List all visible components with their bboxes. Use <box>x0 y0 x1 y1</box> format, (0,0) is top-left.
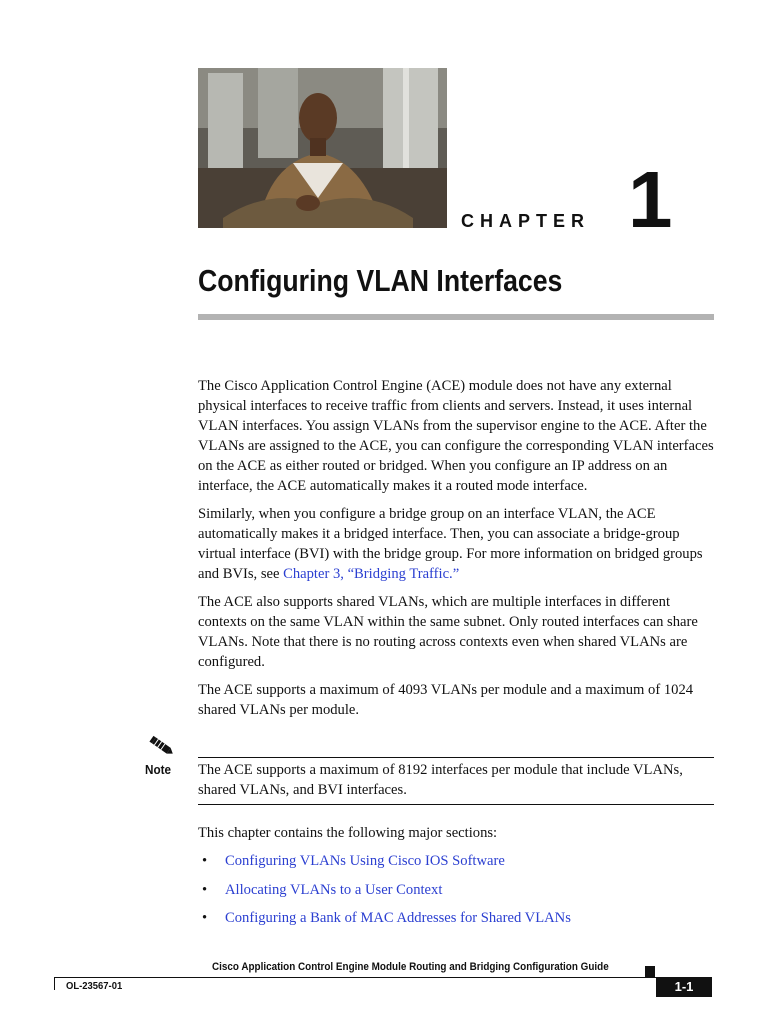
bullet: • <box>202 853 208 869</box>
section-link-bank-of-mac-addresses[interactable]: Configuring a Bank of MAC Addresses for Shared VLANs <box>225 910 571 926</box>
page-number: 1-1 <box>656 977 712 997</box>
bullet: • <box>202 881 208 898</box>
note-top-rule <box>198 757 714 758</box>
footer-doc-number: OL-23567-01 <box>66 980 123 992</box>
chapter-3-link[interactable]: Chapter 3, “Bridging Traffic.” <box>283 566 460 582</box>
paragraph-2 <box>198 504 718 584</box>
section-link-allocating-vlans[interactable]: Allocating VLANs to a User Context <box>225 881 443 898</box>
paragraph-4: The ACE supports a maximum of 4093 VLANs per module and a maximum of 1024 shared VLANs per module. <box>198 682 694 718</box>
paragraph-1: The Cisco Application Control Engine (ACE) module does not have any external physical interfaces to receive traffic from clients and servers. Instead, it uses internal VLAN interfaces. You assign VLANs from the supervisor engine to the ACE. After the VLANs are assigned to the ACE, you can configure the corresponding VLAN interfaces on the ACE as either routed or bridged. When you configure an IP address on an interface, the ACE automatically makes it a routed mode interface. <box>198 378 714 494</box>
paragraph-2-text: Similarly, when you configure a bridge group on an interface VLAN, the ACE automatically makes it a bridged interface. Then, you can associate a bridge-group virtual interface (BVI) with the bridge group. For more information on bridged groups and BVIs, see <box>198 506 703 582</box>
footer-left-tick <box>54 977 55 990</box>
chapter-number: 1 <box>628 155 673 244</box>
note-bottom-rule <box>198 804 714 805</box>
section-link-list <box>198 851 571 937</box>
title-underline-rule <box>198 314 714 320</box>
note-label: Note <box>145 762 172 777</box>
footer-rule <box>54 977 656 978</box>
bullet: • <box>202 910 208 926</box>
list-item <box>198 880 571 900</box>
note-text: The ACE supports a maximum of 8192 interfaces per module that include VLANs, shared VLANs, and BVI interfaces. <box>198 762 683 798</box>
footer-corner-mark <box>645 966 655 977</box>
chapter-photo <box>198 68 447 228</box>
footer-guide-title: Cisco Application Control Engine Module Routing and Bridging Configuration Guide <box>212 961 609 973</box>
paragraph-3: The ACE also supports shared VLANs, which are multiple interfaces in different contexts on the same VLAN within the same subnet. Only routed interfaces can share VLANs. Note that there is no routing across contexts even when shared VLANs are configured. <box>198 594 698 670</box>
chapter-label: CHAPTER <box>461 211 591 231</box>
section-link-configuring-vlans[interactable]: Configuring VLANs Using Cisco IOS Software <box>225 853 505 869</box>
sections-intro: This chapter contains the following major sections: <box>198 825 498 841</box>
body-text <box>198 376 718 728</box>
person-photo-illustration <box>198 68 447 228</box>
list-item <box>198 851 571 871</box>
list-item <box>198 908 571 928</box>
pencil-note-icon <box>148 734 174 758</box>
page-title: Configuring VLAN Interfaces <box>198 263 563 298</box>
